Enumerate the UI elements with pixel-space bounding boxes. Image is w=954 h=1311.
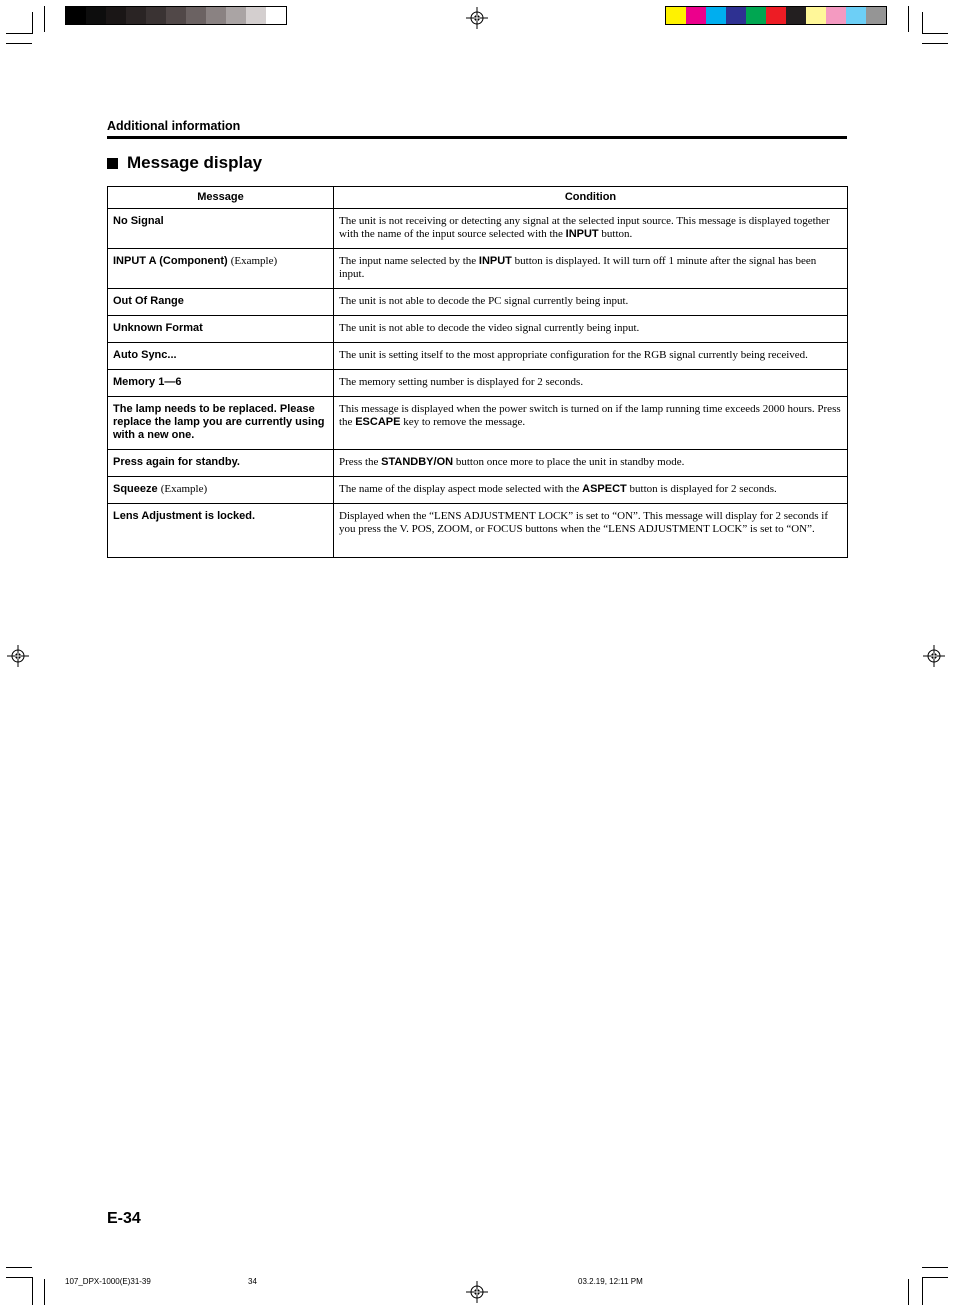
- color-swatch: [746, 7, 766, 24]
- condition-key-name: ASPECT: [582, 483, 627, 495]
- message-text: Lens Adjustment is locked.: [113, 510, 256, 522]
- condition-text: Press the: [339, 456, 382, 468]
- color-swatch: [806, 7, 826, 24]
- condition-cell: [334, 249, 848, 289]
- color-swatch: [246, 7, 266, 24]
- message-text: The lamp needs to be replaced. Please replace the lamp you are currently using with a new one.: [113, 403, 325, 441]
- condition-cell: [334, 316, 848, 343]
- condition-cell: [334, 450, 848, 477]
- table-row: [108, 450, 848, 477]
- condition-cell: [334, 209, 848, 249]
- table-row: [108, 249, 848, 289]
- message-text: INPUT A (Component): [113, 255, 228, 267]
- message-cell: [108, 249, 334, 289]
- color-swatch: [766, 7, 786, 24]
- table-header-row: [108, 187, 848, 209]
- color-swatch: [666, 7, 686, 24]
- color-swatch: [706, 7, 726, 24]
- message-text: Memory 1—6: [113, 376, 182, 388]
- table-row: [108, 397, 848, 450]
- condition-text: button.: [598, 228, 633, 240]
- message-text: Auto Sync...: [113, 349, 177, 361]
- message-text: Squeeze: [113, 483, 158, 495]
- message-note: (Example): [160, 483, 208, 495]
- message-cell: [108, 504, 334, 558]
- column-header-message: Message: [108, 187, 334, 209]
- color-swatch: [846, 7, 866, 24]
- footer-page: 34: [248, 1277, 257, 1286]
- condition-key-name: ESCAPE: [355, 416, 401, 428]
- condition-text: key to remove the message.: [400, 416, 526, 428]
- condition-text: The unit is not able to decode the video signal currently being input.: [339, 322, 640, 334]
- condition-text: The unit is not receiving or detecting any signal at the selected input source. This message is displayed together with the name of the input source selected with the: [339, 215, 830, 240]
- condition-cell: [334, 343, 848, 370]
- message-text: Press again for standby.: [113, 456, 240, 468]
- condition-text: The unit is setting itself to the most appropriate configuration for the RGB signal currently being received.: [339, 349, 808, 361]
- color-swatch: [726, 7, 746, 24]
- message-table: [107, 186, 848, 558]
- registration-mark-icon: [923, 645, 945, 667]
- condition-text: The input name selected by the: [339, 255, 479, 267]
- table-row: [108, 209, 848, 249]
- page-heading: [107, 153, 262, 173]
- color-swatch: [126, 7, 146, 24]
- condition-text: button is displayed. It will turn off 1 minute after the signal has been input.: [339, 255, 817, 280]
- color-swatch: [146, 7, 166, 24]
- table-row: [108, 316, 848, 343]
- registration-mark-icon: [466, 7, 488, 29]
- message-cell: [108, 209, 334, 249]
- condition-text: The name of the display aspect mode selected with the: [339, 483, 583, 495]
- condition-text: The unit is not able to decode the PC signal currently being input.: [339, 295, 629, 307]
- message-text: Out Of Range: [113, 295, 184, 307]
- registration-mark-icon: [7, 645, 29, 667]
- condition-text: Displayed when the “LENS ADJUSTMENT LOCK” is set to “ON”. This message will display for 2 seconds if you press the V. POS, ZOOM, or FOCUS buttons when the “LENS ADJUSTMENT LOCK” is set to “ON”.: [339, 510, 829, 535]
- color-swatch: [866, 7, 886, 24]
- table-row: [108, 289, 848, 316]
- condition-key-name: INPUT: [565, 228, 599, 240]
- message-note: (Example): [230, 255, 278, 267]
- page-number: E-34: [107, 1210, 141, 1227]
- color-swatch: [686, 7, 706, 24]
- header-rule: [107, 136, 847, 139]
- color-swatch: [226, 7, 246, 24]
- color-swatch: [266, 7, 286, 24]
- message-cell: [108, 477, 334, 504]
- condition-cell: [334, 397, 848, 450]
- grayscale-color-bar: [65, 6, 287, 25]
- table-row: [108, 504, 848, 558]
- message-cell: [108, 316, 334, 343]
- table-row: [108, 370, 848, 397]
- condition-text: This message is displayed when the power switch is turned on if the lamp running time exceeds 2000 hours. Press the: [339, 403, 841, 428]
- message-cell: [108, 450, 334, 477]
- condition-cell: [334, 370, 848, 397]
- color-swatch: [206, 7, 226, 24]
- footer-file-name: 107_DPX-1000(E)31-39: [65, 1277, 151, 1286]
- registration-mark-icon: [466, 1281, 488, 1303]
- table-row: [108, 343, 848, 370]
- condition-cell: [334, 477, 848, 504]
- color-swatch: [66, 7, 86, 24]
- message-text: Unknown Format: [113, 322, 203, 334]
- color-swatch: [166, 7, 186, 24]
- heading-text: Message display: [127, 153, 263, 172]
- color-swatch: [786, 7, 806, 24]
- condition-cell: [334, 289, 848, 316]
- footer-timestamp: 03.2.19, 12:11 PM: [578, 1277, 643, 1286]
- message-cell: [108, 397, 334, 450]
- message-cell: [108, 370, 334, 397]
- condition-text: button once more to place the unit in standby mode.: [453, 456, 685, 468]
- column-header-condition: Condition: [334, 187, 848, 209]
- message-cell: [108, 289, 334, 316]
- color-swatch: [106, 7, 126, 24]
- condition-key-name: INPUT: [478, 255, 512, 267]
- message-cell: [108, 343, 334, 370]
- bullet-square-icon: [107, 158, 118, 169]
- message-text: No Signal: [113, 215, 164, 227]
- condition-key-name: STANDBY/ON: [381, 456, 454, 468]
- color-swatch: [826, 7, 846, 24]
- table-row: [108, 477, 848, 504]
- section-label: Additional information: [107, 119, 241, 133]
- condition-text: button is displayed for 2 seconds.: [626, 483, 777, 495]
- condition-text: The memory setting number is displayed for 2 seconds.: [339, 376, 584, 388]
- color-swatch: [186, 7, 206, 24]
- color-registration-bar: [665, 6, 887, 25]
- color-swatch: [86, 7, 106, 24]
- condition-cell: [334, 504, 848, 558]
